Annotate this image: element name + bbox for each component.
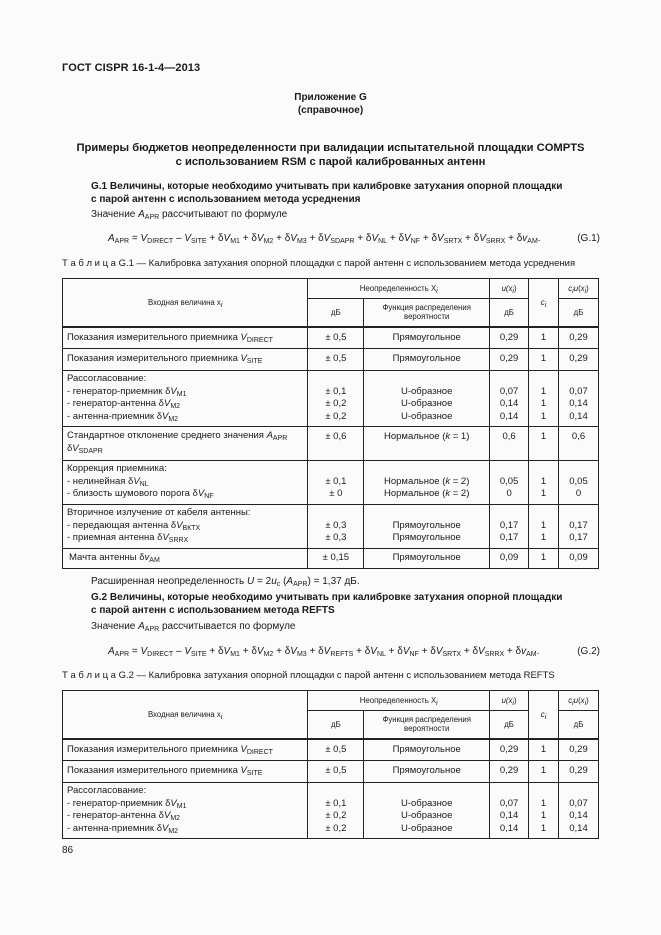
table-row: Показания измерительного приемника $V_{SITE}$ ± 0,5 Прямоугольное 0,29 1 0,29	[63, 349, 599, 371]
header-cu: $c_iu(x_i)$	[559, 279, 599, 299]
g2-heading-line2: с парой антенн с использованием метода REFTS	[91, 605, 335, 616]
g1-heading-line2: с парой антенн с использованием метода усреднения	[91, 194, 361, 205]
g2-intro: Значение $A_{APR}$ рассчитывается по формуле	[91, 621, 296, 633]
header-db: дБ	[308, 711, 364, 739]
header-cu-db: дБ	[559, 299, 599, 327]
table1-caption: Т а б л и ц а G.1 — Калибровка затухания опорной площадки с парой антенн с использованием метода усреднения	[62, 258, 576, 269]
g2-heading-line1: G.2 Величины, которые необходимо учитывать при калибровке затухания опорной площадки	[91, 592, 563, 603]
header-input: Входная величина $x_i$	[63, 691, 308, 739]
header-c: $c_i$	[529, 279, 559, 327]
formula-g1-number: (G.1)	[577, 233, 600, 244]
annex-title: Приложение G	[294, 92, 367, 103]
table2-caption: Т а б л и ц а G.2 — Калибровка затухания опорной площадки с парой антенн с использованием метода REFTS	[62, 670, 555, 681]
table-row: Показания измерительного приемника $V_{SITE}$ ± 0,5 Прямоугольное 0,29 1 0,29	[63, 761, 599, 783]
table-row: Мачта антенны $\delta v_{AM}$ ± 0,15 Прямоугольное 0,09 1 0,09	[63, 549, 599, 569]
header-c: $c_i$	[529, 691, 559, 739]
table-row: Показания измерительного приемника $V_{DIRECT}$ ± 0,5 Прямоугольное 0,29 1 0,29	[63, 327, 599, 349]
table-row: Рассогласование: - генератор-приемник $\delta V_{M1}$ - генератор-антенна $\delta V_{M2}$ - антенна-приемник $\delta V_{M2}$ ± 0,1 ± 0,2 ± 0,2 U-образное U-образное U-образное 0,07 0,14 0,14 1 1 1 0,07 0,14 0,14	[63, 783, 599, 839]
table-row: Рассогласование: - генератор-приемник $\delta V_{M1}$ - генератор-антенна $\delta V_{M2}$ - антенна-приемник $\delta V_{M2}$ ± 0,1 ± 0,2 ± 0,2 U-образное U-образное U-образное 0,07 0,14 0,14 1 1 1 0,07 0,14 0,14	[63, 371, 599, 427]
header-cu-db: дБ	[559, 711, 599, 739]
page-number: 86	[62, 845, 74, 856]
header-uncertainty: Неопределенность $X_i$	[308, 279, 490, 299]
table-row: Показания измерительного приемника $V_{DIRECT}$ ± 0,5 Прямоугольное 0,29 1 0,29	[63, 739, 599, 761]
annex-subtitle: (справочное)	[297, 105, 364, 116]
header-cu: $c_iu(x_i)$	[559, 691, 599, 711]
table-row: Вторичное излучение от кабеля антенны: - передающая антенна $\delta V_{ВКТХ}$ - приемная антенна $\delta V_{SRRX}$ ± 0,3 ± 0,3 Прямоугольное Прямоугольное 0,17 0,17 1 1 0,17 0,17	[63, 505, 599, 549]
main-title-line1: Примеры бюджетов неопределенности при валидации испытательной площадки COMPTS	[76, 142, 585, 154]
expanded-uncertainty: Расширенная неопределенность $U = 2u_c$ $(A_{APR}) = 1,37$ дБ.	[91, 576, 360, 588]
header-distribution: Функция распределения вероятности	[364, 299, 490, 327]
header-u-db: дБ	[490, 711, 529, 739]
header-input: Входная величина $x_i$	[63, 279, 308, 327]
header-db: дБ	[308, 299, 364, 327]
header-distribution: Функция распределения вероятности	[364, 711, 490, 739]
formula-g2: $A_{APR} = V_{DIRECT} - V_{SITE} + \delta V_{M1} + \delta V_{M2} + \delta V_{M3} + \delta V_{REFTS} + \delta V_{NL} + \delta V_{NF} + \delta V_{SRTX} + \delta V_{SRRX} + \delta v_{AM}$. (G.2)	[108, 646, 600, 658]
formula-g2-number: (G.2)	[577, 646, 600, 657]
header-u: $u(x_i)$	[490, 279, 529, 299]
header-u: $u(x_i)$	[490, 691, 529, 711]
table-g1	[62, 278, 599, 569]
g1-intro: Значение $A_{APR}$ рассчитывают по формуле	[91, 209, 288, 221]
header-uncertainty: Неопределенность $X_i$	[308, 691, 490, 711]
table-row: Стандартное отклонение среднего значения $A_{APR}$ $\delta V_{SDAPR}$ ± 0,6 Нормальное (k = 1) 0,6 1 0,6	[63, 427, 599, 461]
header-u-db: дБ	[490, 299, 529, 327]
document-header: ГОСТ CISPR 16-1-4—2013	[62, 62, 201, 74]
table-g2	[62, 690, 599, 839]
main-title-line2: с использованием RSM с парой калиброванных антенн	[175, 156, 486, 168]
g1-heading-line1: G.1 Величины, которые необходимо учитывать при калибровке затухания опорной площадки	[91, 181, 563, 192]
formula-g1: $A_{APR} = V_{DIRECT} - V_{SITE} + \delta V_{M1} + \delta V_{M2} + \delta V_{M3} + \delta V_{SDAPR} + \delta V_{NL} + \delta V_{NF} + \delta V_{SRTX} + \delta V_{SRRX} + \delta v_{AM}$. (G.1)	[108, 233, 600, 245]
table-row: Коррекция приемника: - нелинейная $\delta V_{NL}$ - близость шумового порога $\delta V_{NF}$ ± 0,1 ± 0 Нормальное (k = 2) Нормальное (k = 2) 0,05 0 1 1 0,05 0	[63, 461, 599, 505]
